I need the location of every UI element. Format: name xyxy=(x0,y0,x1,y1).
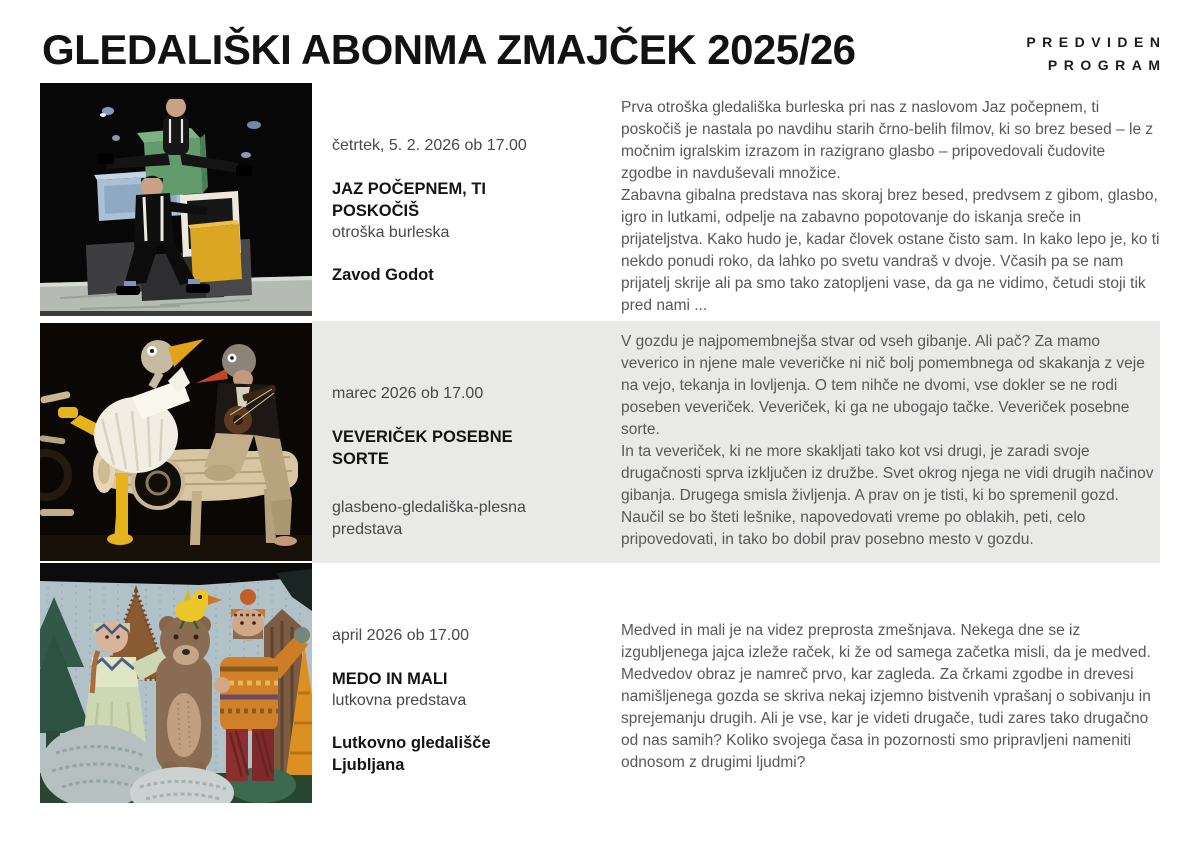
show-row-jaz-pocepnem xyxy=(40,83,1160,321)
show-description-medo-in-mali xyxy=(600,563,1160,803)
show-title: VEVERIČEK POSEBNE SORTE xyxy=(332,428,513,468)
program-status-line2: PROGRAM xyxy=(1047,57,1167,73)
page-title: GLEDALIŠKI ABONMA ZMAJČEK 2025/26 xyxy=(42,26,856,73)
show-date: april 2026 ob 17.00 xyxy=(332,627,469,644)
description-paragraph: Prva otroška gledališka burleska pri nas z naslovom Jaz počepnem, ti poskočiš je nastala po navdihu starih črno-belih filmov, ki so brez besed – le z močnim igralskim izrazom in razigrano glasbo – pripovedovali čudovite zgodbe in navduševali množice. xyxy=(621,99,1154,182)
show-date: četrtek, 5. 2. 2026 ob 17.00 xyxy=(332,137,527,154)
description-paragraph: In ta veveriček, ki ne more skakljati tako kot vsi drugi, je zaradi svoje drugačnosti sprva izključen iz družbe. Svet okrog njega ne vidi drugih načinov gibanja. Drugega smisla življenja. A prav on je tisti, ki bo spremenil gozd. Naučil se bo šteti lešnike, napovedovati vreme po oblakih, peti, celo pripovedovati, in tako bo dobil prav posebno mesto v gozdu. xyxy=(621,443,1154,548)
show-meta-medo-in-mali xyxy=(312,563,600,803)
show-title: MEDO IN MALI xyxy=(332,670,448,688)
show-photo-jaz-pocepnem-illustration xyxy=(40,83,312,316)
show-genre: glasbeno-gledališka-plesna predstava xyxy=(332,499,526,538)
show-genre: lutkovna predstava xyxy=(332,692,467,709)
show-company: Zavod Godot xyxy=(332,266,434,284)
show-photo-vevericek-illustration xyxy=(40,323,312,561)
show-date: marec 2026 ob 17.00 xyxy=(332,385,484,402)
program-status-line1: PREDVIDEN xyxy=(1026,34,1167,50)
show-genre: otroška burleska xyxy=(332,224,450,241)
description-paragraph: V gozdu je najpomembnejša stvar od vseh gibanje. Ali pač? Za mamo veverico in njene male veveričke ni nič bolj pomembnega od skakanja z veje na vejo, tekanja in lovljenja. O tem nihče ne dvomi, vse dokler se ne rodi poseben veveriček. Veveriček, ki ga ne ubogajo tačke. Veveriček posebne sorte. xyxy=(621,333,1145,438)
show-description-jaz-pocepnem xyxy=(600,83,1160,321)
show-row-vevericek xyxy=(40,321,1160,563)
show-photo-jaz-pocepnem xyxy=(40,83,312,321)
show-meta-jaz-pocepnem xyxy=(312,83,600,321)
show-list xyxy=(40,83,1160,803)
show-photo-medo-in-mali-illustration xyxy=(40,563,312,803)
description-paragraph: Medved in mali je na videz preprosta zmešnjava. Nekega dne se iz izgubljenega jajca izleže raček, ki že od samega začetka misli, da je medved. Medvedov obraz je namreč prvo, kar zagleda. Za črkami zgodbe in drevesi namišljenega gozda se skriva nekaj izjemno bistvenih vprašanj o sobivanju in sprejemanju drugih. Ali je vse, kar je videti drugače, tudi zares tako drugačno od nas samih? Koliko svojega časa in pozornosti smo pripravljeni nameniti odnosom z drugimi ljudmi? xyxy=(621,622,1151,771)
show-company: Lutkovno gledališče Ljubljana xyxy=(332,734,491,774)
description-paragraph: Zabavna gibalna predstava nas skoraj brez besed, predvsem z gibom, glasbo, igro in lutkami, odpelje na zabavno popotovanje do iskanja sreče in prijateljstva. Kako hudo je, kadar človek ostane čisto sam. In kako lepo je, ko ti nekdo ponudi roko, da lahko po svetu vandraš v dvoje. Včasih pa se nam prijatelj skrije ali pa smo tako zatopljeni vase, da ga ne vidimo, četudi stoji tik pred nami ... xyxy=(621,187,1160,314)
show-description-vevericek xyxy=(600,321,1160,563)
program-status-label xyxy=(1026,31,1166,77)
show-photo-vevericek xyxy=(40,321,312,563)
show-row-medo-in-mali xyxy=(40,563,1160,803)
show-photo-medo-in-mali xyxy=(40,563,312,803)
show-meta-vevericek xyxy=(312,321,600,563)
show-title: JAZ POČEPNEM, TI POSKOČIŠ xyxy=(332,180,487,220)
